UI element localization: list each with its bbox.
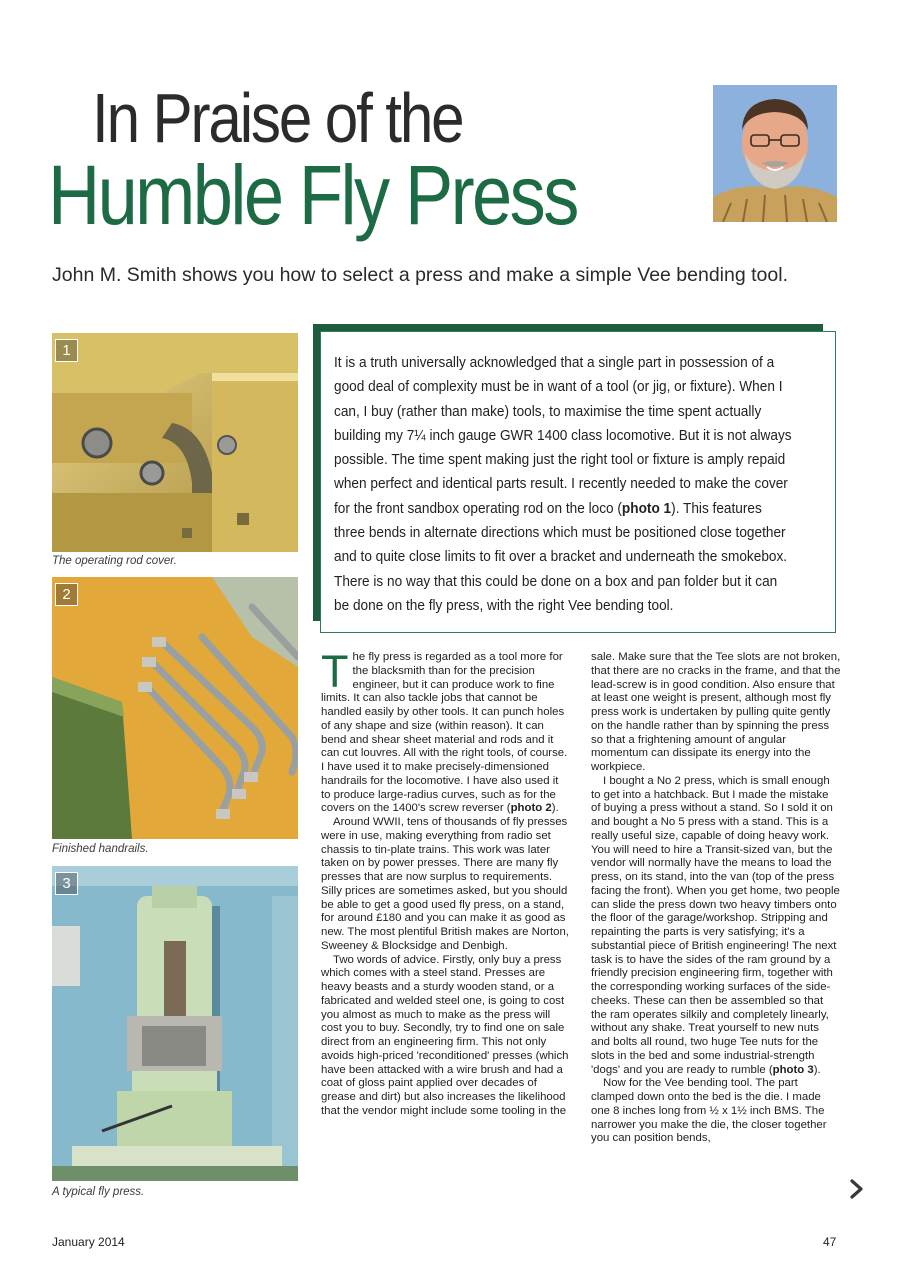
body-column-2 [591, 651, 841, 1146]
drop-cap: T [321, 646, 349, 697]
photo-number-badge: 3 [55, 872, 78, 895]
body-column-1 [321, 646, 571, 1119]
title-line-1: In Praise of the [92, 79, 463, 157]
body-paragraph: Two words of advice. Firstly, only buy a press which comes with a steel stand. Presses are heavy beasts and a sturdy wooden stand, or a fabricated and welded steel one, is going to cost you almost as much to make as the press will cost you to buy. Secondly, try to find one on sale direct from an engineering firm. This not only avoids high-priced 'reconditioned' presses (which have been attacked with a wire brush and had a coat of gloss paint applied over decades of grease and dirt) but also increases the likelihood that the vendor might include some tooling in the [321, 953, 569, 1117]
photo-number-badge: 1 [55, 339, 78, 362]
body-paragraph: The fly press is regarded as a tool more for the blacksmith than for the precision engineer, but it can produce work to fine limits. It can also tackle jobs that cannot be handled easily by other tools. It can punch holes of any shape and size (within reason). It can bend and shear sheet material and rods and it can cut louvres. All with the right tools, of course. I have used it to make precisely-dimensioned handrails for the locomotive. I have also used it to produce large-radius curves, such as for the covers on the 1400's screw reverser (photo 2). [321, 646, 568, 815]
intro-accent-bar-top [313, 324, 823, 331]
photo-number-badge: 2 [55, 583, 78, 606]
photo-caption: The operating rod cover. [52, 555, 177, 567]
body-paragraph: sale. Make sure that the Tee slots are not broken, that there are no cracks in the frame, and that the lead-screw is in good condition. Also ensure that at least one weight is present, although most fly press work is undertaken by pulling quite gently on the handle rather than by spinning the press so that a frightening amount of angular momentum can dissipate its energy into the workpiece. [591, 651, 841, 773]
footer-date: January 2014 [52, 1235, 125, 1249]
photo-caption: A typical fly press. [52, 1186, 145, 1198]
body-paragraph: Now for the Vee bending tool. The part clamped down onto the bed is the die. I made one 8 inches long from ½ x 1½ inch BMS. The narrower you make the die, the closer together you can position bends, [591, 1077, 827, 1145]
intro-paragraph: It is a truth universally acknowledged that a single part in possession of a good deal of complexity must be in want of a tool (or jig, or fixture). When I can, I buy (rather than make) tools, to maximise the time spent actually building my 7¼ inch gauge GWR 1400 class locomotive. But it is not always possible. The time spent making just the right tool or fixture is amply repaid when perfect and identical parts result. I recently needed to make the cover for the front sandbox operating rod on the loco (photo 1). This features three bends in alternate directions which must be positioned close together and to quite close limits to fit over a bracket and underneath the smokebox. There is no way that this could be done on a box and pan folder but it can be done on the fly press, with the right Vee bending tool. [334, 355, 792, 614]
photo-typical-fly-press [52, 866, 298, 1181]
title-line-2: Humble Fly Press [48, 148, 577, 242]
continue-arrow-icon[interactable] [846, 1178, 868, 1200]
photo-finished-handrails [52, 577, 298, 839]
intro-accent-bar-left [313, 324, 320, 621]
page-number: 47 [823, 1235, 837, 1249]
body-paragraph: I bought a No 2 press, which is small enough to get into a hatchback. But I made the mistake of buying a press without a stand. So I sold it on and bought a No 5 press with a stand. This is a really useful size, capable of doing heavy work. You will need to hire a Transit-sized van, but the vendor will normally have the means to load the press, on its stand, into the van (top of the press facing the front). When you get home, two people can slide the press down two heavy timbers onto the floor of the garage/workshop. Stripping and repainting the parts is very satisfying; it's a substantial piece of British engineering! The next task is to have the sides of the ram ground by a friendly precision engineering firm, together with the corresponding working surfaces of the side-cheeks. These can then be assembled so that the ram operates silkily and completely linearly, without any shake. Treat yourself to new nuts and bolts all round, two huge Tee nuts for the slots in the bed and some industrial-strength 'dogs' and you are ready to rumble (photo 3). [591, 774, 840, 1076]
photo-operating-rod-cover [52, 333, 298, 552]
body-paragraph: Around WWII, tens of thousands of fly presses were in use, making everything from radio set chassis to tin-plate trains. This work was later taken on by power presses. There are many fly presses that are now surplus to requirements. Silly prices are sometimes asked, but you should be able to get a good used fly press, on a stand, for around £180 and you can make it as good as new. The most plentiful British makes are Norton, Sweeney & Blocksidge and Denbigh. [321, 816, 569, 952]
author-portrait [713, 85, 837, 222]
article-standfirst: John M. Smith shows you how to select a press and make a simple Vee bending tool. [52, 264, 788, 286]
photo-caption: Finished handrails. [52, 843, 149, 855]
